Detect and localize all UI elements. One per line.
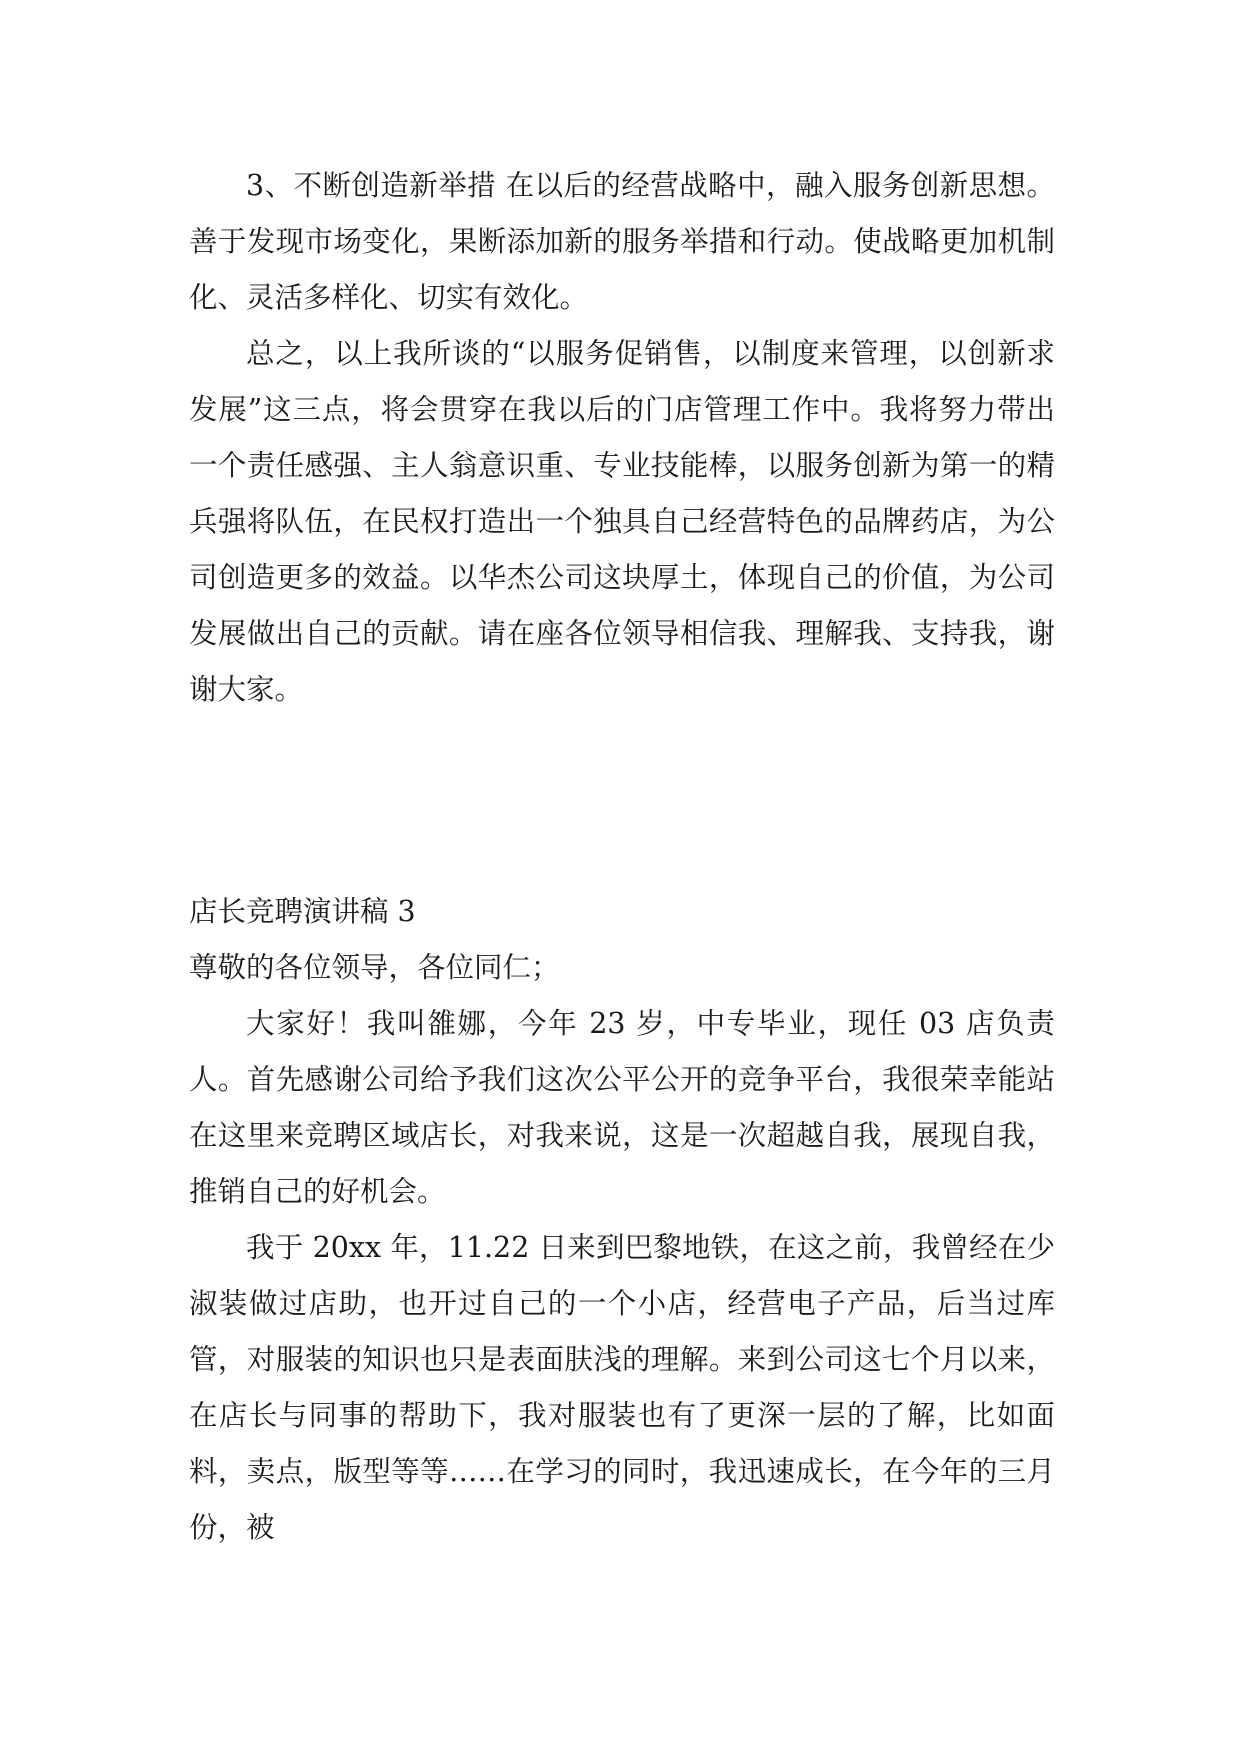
speech-continuation (189, 158, 1055, 718)
speech-3 (189, 884, 1055, 1556)
section-title: 店长竞聘演讲稿 3 (189, 895, 416, 928)
salutation: 尊敬的各位领导，各位同仁； (189, 951, 560, 984)
paragraph-experience: 我于 20xx 年，11.22 日来到巴黎地铁，在这之前，我曾经在少淑装做过店助，也开过自己的一个小店，经营电子产品，后当过库管，对服装的知识也只是表面肤浅的理解。来到公司这七个月以来，在店长与同事的帮助下，我对服装也有了更深一层的了解，比如面料，卖点，版型等等……在学习的同时，我迅速成长，在今年的三月份，被 (189, 1231, 1055, 1544)
paragraph-introduction: 大家好！我叫雒娜，今年 23 岁，中专毕业，现任 03 店负责人。首先感谢公司给予我们这次公平公开的竞争平台，我很荣幸能站在这里来竞聘区域店长，对我来说，这是一次超越自我，展现自我，推销自己的好机会。 (189, 1007, 1055, 1208)
paragraph-innovation-measures: 3、不断创造新举措 在以后的经营战略中，融入服务创新思想。善于发现市场变化，果断添加新的服务举措和行动。使战略更加机制化、灵活多样化、切实有效化。 (189, 169, 1055, 314)
paragraph-conclusion: 总之，以上我所谈的“以服务促销售，以制度来管理，以创新求发展”这三点，将会贯穿在我以后的门店管理工作中。我将努力带出一个责任感强、主人翁意识重、专业技能棒，以服务创新为第一的精兵强将队伍，在民权打造出一个独具自己经营特色的品牌药店，为公司创造更多的效益。以华杰公司这块厚土，体现自己的价值，为公司发展做出自己的贡献。请在座各位领导相信我、理解我、支持我，谢谢大家。 (189, 337, 1055, 706)
